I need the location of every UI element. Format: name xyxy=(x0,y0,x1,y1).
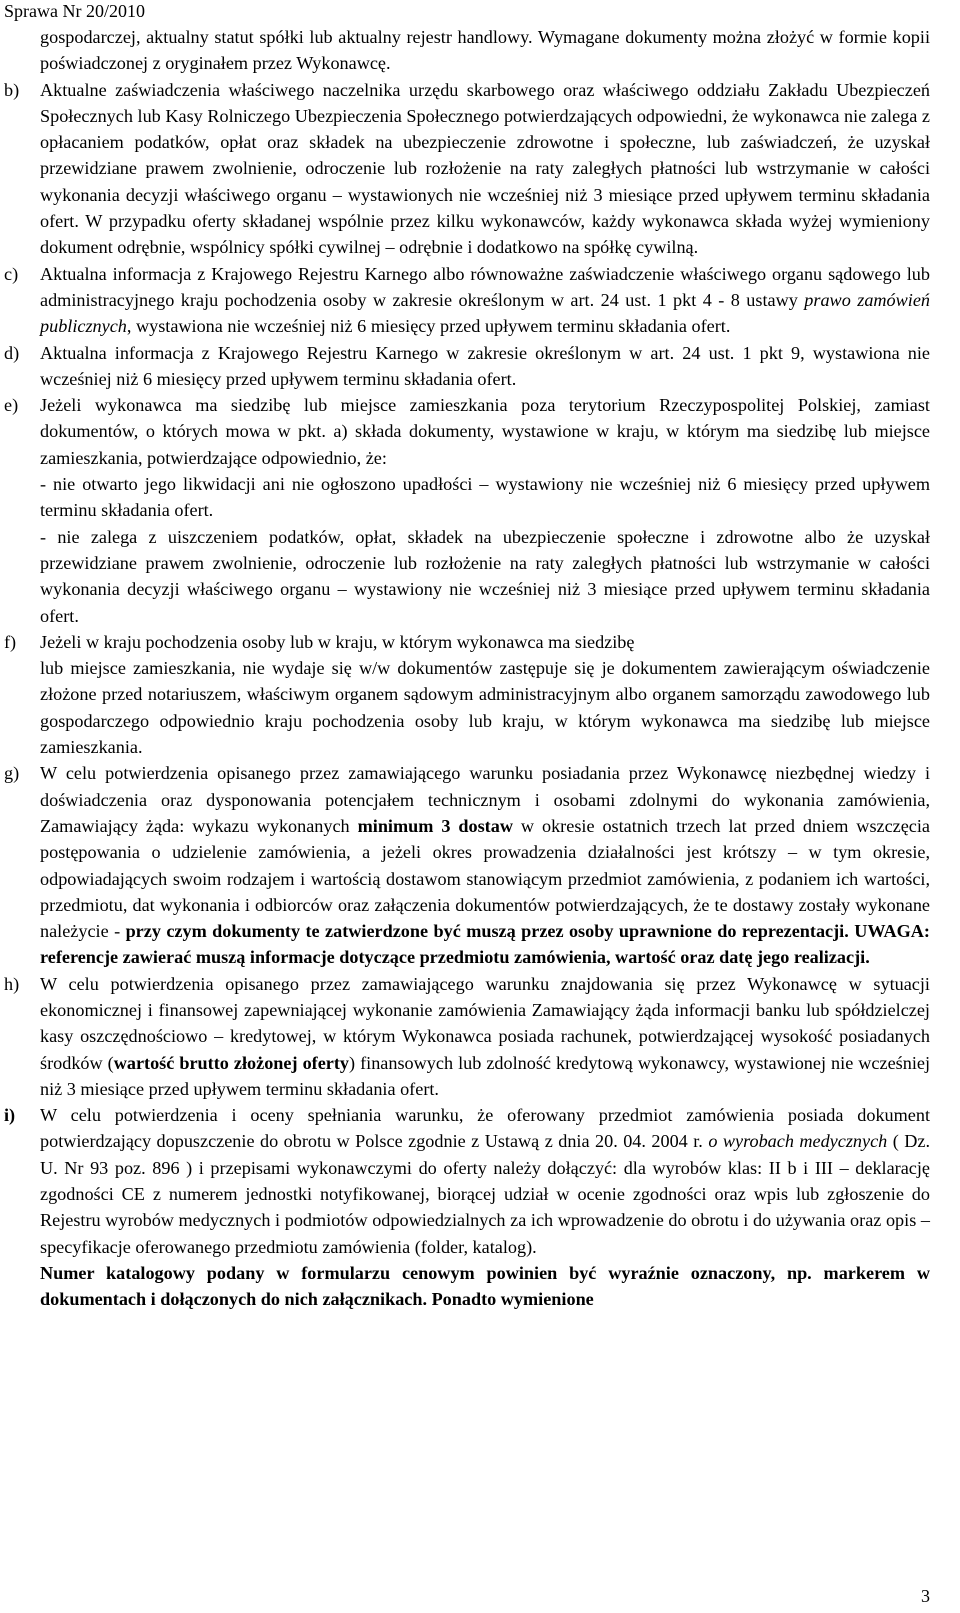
intro-paragraph: gospodarczej, aktualny statut spółki lub aktualny rejestr handlowy. Wymagane dokumenty można złożyć w formie kopii poświadczonej z oryginałem przez Wykonawcę. xyxy=(40,27,930,74)
act-title-italic: prawo zamówień publicznych xyxy=(40,289,930,337)
bold-notice: przy czym dokumenty te zatwierdzone być muszą przez osoby uprawnione do reprezentacji. UWAGA: referencje zawierać muszą informacje dotyczące przedmiotu zamówienia, wartość oraz datę jego realizacji. xyxy=(40,921,930,968)
catalog-number-note: Numer katalogowy podany w formularzu cenowym powinien być wyraźnie oznaczony, np. markerem w dokumentach i dołączonych do nich załącznikach. Ponadto wymienione xyxy=(40,1262,930,1310)
list-item-h xyxy=(0,971,960,1102)
item-text: W celu potwierdzenia opisanego przez zamawiającego warunku posiadania przez Wykonawcę niezbędnej wiedzy i doświadczenia oraz dysponowania potencjałem technicznym i osobami zdolnymi do wykonania zamówienia, Zamawiający żąda: wykazu wykonanych xyxy=(40,763,930,836)
bold-phrase: wartość brutto złożonej oferty xyxy=(113,1052,350,1073)
sub-point: - nie zalega z uiszczeniem podatków, opłat, składek na ubezpieczenie społeczne i zdrowotne albo że uzyskał przewidziane prawem zwolnienie, odroczenie lub rozłożenie na raty zaległych płatności lub wstrzymanie w całości wykonania decyzji właściwego organu – wystawiony nie wcześniej niż 3 miesiące przed upływem terminu składania ofert. xyxy=(40,526,930,626)
list-item-c xyxy=(0,261,960,340)
case-number-header: Sprawa Nr 20/2010 xyxy=(4,1,145,21)
list-item-d xyxy=(0,340,960,393)
item-text: W celu potwierdzenia opisanego przez zamawiającego warunku znajdowania się przez Wykonawcę w sytuacji ekonomicznej i finansowej zapewniającej wykonanie zamówienia Zamawiający żąda informacji banku lub spółdzielczej kasy oszczędnościowo – kredytowej, w którym Wykonawca posiada rachunek, potwierdzającej wysokość posiadanych środków ( xyxy=(40,973,930,1073)
list-item-b xyxy=(0,77,960,261)
item-text: ) finansowych lub zdolność kredytową wykonawcy, wystawionej nie wcześniej niż 3 miesiące przed upływem terminu składania ofert. xyxy=(40,1052,931,1099)
list-marker: b) xyxy=(4,79,20,100)
document-body xyxy=(0,24,960,1313)
list-item-g xyxy=(0,760,960,970)
list-marker: d) xyxy=(4,342,20,363)
list-marker: i) xyxy=(4,1105,16,1126)
act-title-italic: o wyrobach medycznych xyxy=(708,1131,888,1152)
item-text: lub miejsce zamieszkania, nie wydaje się w/w dokumentów zastępuje się je dokumentem zawierającym oświadczenie złożone przed notariuszem, właściwym organem sądowym administracyjnym albo organem samorządu zawodowego lub gospodarczego odpowiednio kraju pochodzenia osoby lub kraju, w którym wykonawca ma siedzibę lub miejsce zamieszkania. xyxy=(40,658,930,758)
list-marker: g) xyxy=(4,763,20,784)
list-marker: e) xyxy=(4,395,19,416)
list-marker: f) xyxy=(4,631,17,652)
item-first-line: Jeżeli w kraju pochodzenia osoby lub w kraju, w którym wykonawca ma siedzibę xyxy=(40,631,635,652)
list-item-f xyxy=(0,629,960,760)
item-text: W celu potwierdzenia i oceny spełniania warunku, że oferowany przedmiot zamówienia posiada dokument potwierdzający dopuszczenie do obrotu w Polsce zgodnie z Ustawą z dnia 20. 04. 2004 r. xyxy=(40,1105,930,1152)
item-text: , wystawiona nie wcześniej niż 6 miesięcy przed upływem terminu składania ofert. xyxy=(126,316,731,337)
item-text: ( Dz. U. Nr 93 poz. 896 ) i przepisami wykonawczymi do oferty należy dołączyć: dla wyrobów klas: II b i III – deklarację zgodności CE z numerem jednostki notyfikowanej, biorącej udział w ocenie zgodności oraz wpis lub zgłoszenie do Rejestru wyrobów medycznych i podmiotów odpowiedzialnych za ich wprowadzenie do obrotu i do używania oraz opis – specyfikacje oferowanego przedmiotu zamówienia (folder, katalog). xyxy=(40,1131,930,1257)
item-text: w okresie ostatnich trzech lat przed dniem wszczęcia postępowania o udzielenie zamówienia, a jeżeli okres prowadzenia działalności jest krótszy – w tym okresie, odpowiadających swoim rodzajem i wartością dostawom stanowiącym przedmiot zamówienia, z podaniem ich wartości, przedmiotu, dat wykonania i odbiorców oraz załączenia dokumentów potwierdzających, że te dostawy zostały wykonane należycie - xyxy=(40,815,931,942)
list-item-i xyxy=(0,1102,960,1312)
page-number: 3 xyxy=(921,1586,930,1606)
list-marker: c) xyxy=(4,263,19,284)
item-text: Aktualne zaświadczenia właściwego naczelnika urzędu skarbowego oraz właściwego oddziału Zakładu Ubezpieczeń Społecznych lub Kasy Rolniczego Ubezpieczenia Społecznego potwierdzających odpowiedni, że wykonawca nie zalega z opłacaniem podatków, opłat oraz składek na ubezpieczenie zdrowotne i społeczne, lub zaświadczeń, że uzyskał przewidziane prawem zwolnienie, odroczenie lub rozłożenie na raty zaległych płatności lub wstrzymanie w całości wykonania decyzji właściwego organu – wystawionych nie wcześniej niż 3 miesiące przed upływem terminu składania ofert. W przypadku oferty składanej wspólnie przez kilku wykonawców, każdy wykonawca składa wyżej wymieniony dokument odrębnie, wspólnicy spółki cywilnej – odrębnie i dodatkowo na spółkę cywilną. xyxy=(40,79,930,258)
sub-point: - nie otwarto jego likwidacji ani nie ogłoszono upadłości – wystawiony nie wcześniej niż 6 miesięcy przed upływem terminu składania ofert. xyxy=(40,474,930,521)
item-text: Jeżeli wykonawca ma siedzibę lub miejsce zamieszkania poza terytorium Rzeczypospolitej Polskiej, zamiast dokumentów, o których mowa w pkt. a) składa dokumenty, wystawione w kraju, w którym ma siedzibę lub miejsce zamieszkania, potwierdzające odpowiednio, że: xyxy=(40,395,930,468)
list-marker: h) xyxy=(4,973,20,994)
item-text: Aktualna informacja z Krajowego Rejestru Karnego w zakresie określonym w art. 24 ust. 1 pkt 9, wystawiona nie wcześniej niż 6 miesięcy przed upływem terminu składania ofert. xyxy=(40,342,930,389)
item-text: Aktualna informacja z Krajowego Rejestru Karnego albo równoważne zaświadczenie właściwego organu sądowego lub administracyjnego kraju pochodzenia osoby w zakresie określonym w art. 24 ust. 1 pkt 4 - 8 ustawy xyxy=(40,263,930,310)
list-item-e xyxy=(0,392,960,629)
bold-phrase: minimum 3 dostaw xyxy=(357,815,513,836)
